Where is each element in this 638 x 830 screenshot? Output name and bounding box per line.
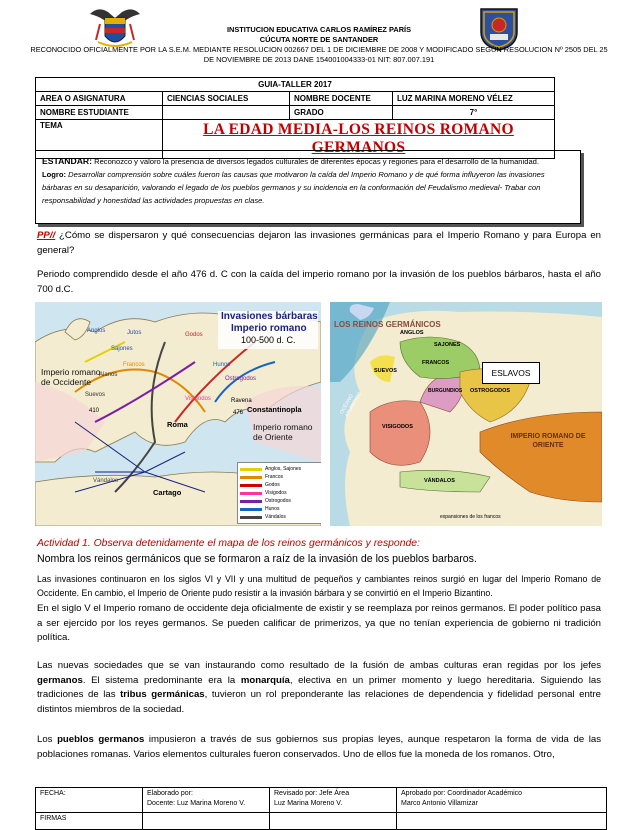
body-paragraph-2: En el siglo V el Imperio romano de occidente deja oficialmente de existir y se reemplaza por reinos germanos. El poder político pasa a ser ejercido por los reyes germanos. Se pueden calificar de primerizos, ya que no tenían experiencia de gobierno ni tradición política. [37,603,601,643]
map1-people-godos: Godos [185,332,203,338]
student-label: NOMBRE ESTUDIANTE [36,106,163,120]
guide-info-table [35,77,555,159]
institution-city: CÚCUTA NORTE DE SANTANDER [259,35,379,44]
map2-title: LOS REINOS GERMÁNICOS [334,320,441,329]
monarquia-term: monarquía [240,674,290,686]
institution-dane: DE NOVIEMBRE DE 2013 DANE 154001004333-01 NIT: 807.007.191 [203,55,435,64]
map1-legend-item: Anglos, Sajones [240,465,320,473]
map2-region-anglos: ANGLOS [400,330,424,336]
standard-box [35,150,581,224]
map1-legend-item: Ostrogodos [240,497,320,505]
germanos-term: germanos [37,674,83,686]
map2-ocean-label: OCÉANO ATLÁNTICO [338,391,364,419]
activity-title: Actividad 1. Observa detenidamente el mapa de los reinos germánicos y responde: [37,538,420,549]
approved-by-cell [397,788,607,813]
approved-by-value: Marco Antonio Villamizar [401,800,478,807]
map2-region-visigodos: VISIGODOS [382,424,413,430]
map2-region-vandalos: VÁNDALOS [424,478,455,484]
map1-people-francos: Francos [123,362,145,368]
approved-by-label: Aprobado por: Coordinador Académico [401,790,523,797]
map1-subtitle: Imperio romano [231,323,307,334]
date-label: FECHA: [36,788,143,813]
map1-people-ostrogodos: Ostrogodos [225,376,257,382]
period-text: Periodo comprendido desde el año 476 d. C con la caída del imperio romano por la invasión de los pueblos bárbaros, hasta el año 700 d.C. [37,269,601,295]
pueblos-germanos-term: pueblos germanos [57,734,145,745]
map1-legend [237,462,321,524]
map1-city-ravenna: Ravena [231,398,252,404]
map1-legend-item: Godos [240,481,320,489]
signature-field[interactable] [143,813,270,830]
body-paragraph-3: Las nuevas sociedades que se van instaurando como resultado de la fusión de ambas culturas eran regidas por los jefes germanos. El sistema predominante era la monarquía, electiva en un primer momento y luego hereditaria. Siguiendo las tradiciones de las tribus germánicas, tuvieron un rol preponderante las relaciones de dependencia y fidelidad personal entre distintos miembros de la sociedad. [37,660,601,715]
map1-legend-item: Hunos [240,505,320,513]
grade-label: GRADO [290,106,393,120]
reviewed-by-label: Revisado por: Jefe Área [274,790,350,797]
theme-title: LA EDAD MEDIA-LOS REINOS ROMANO GERMANOS [163,120,555,159]
question-tag: PP// [37,230,56,241]
theme-label: TEMA [36,120,163,159]
map1-city-carthage: Cartago [153,488,182,497]
germanic-kingdoms-map [330,302,602,526]
barbarian-invasions-map [35,302,321,526]
student-name-field[interactable] [163,106,290,120]
institution-recognition: RECONOCIDO OFICIALMENTE POR LA S.E.M. MEDIANTE RESOLUCION 002667 DEL 1 DE DICIEMBRE DE 2008 Y MODIFICADO SEGÚN RESOLUCION Nº 2505 DEL 25 [30,45,608,54]
teacher-value: LUZ MARINA MORENO VÉLEZ [393,92,555,106]
map1-people-jutos: Jutos [127,330,142,336]
map1-east-label: Imperio romano de Oriente [253,422,313,442]
map1-city-rome: Roma [167,420,188,429]
map2-region-suevos: SUEVOS [374,368,397,374]
map1-people-anglos: Anglos [87,328,106,334]
map1-year-476: 476 [233,410,244,416]
tribus-germanicas-term: tribus germánicas [120,689,205,700]
area-label: AREA O ASIGNATURA [36,92,163,106]
map1-people-alanos: Alanos [99,372,118,378]
guiding-question [37,229,601,258]
map1-people-visigodos: Visigodos [185,396,211,402]
map2-region-ostrogodos: OSTROGODOS [470,388,511,394]
map1-legend-item: Francos [240,473,320,481]
goal-text: Desarrollar comprensión sobre cuáles fueron las causas que motivaron la caída del Imperio Romano y de qué forma influyeron las invasiones bárbaras en su desaparición, valorando el legado de los pueblos germanos y su incidencia en la conformación del Feudalismo medieval- Trabar con responsabilidad y honestidad las actividades propuestas en clase. [42,170,545,205]
map2-region-eastern-empire: IMPERIO ROMANO DE ORIENTE [510,433,586,449]
map1-year-410: 410 [89,408,100,414]
map2-region-francos: FRANCOS [422,360,450,366]
map1-people-hunos: Hunos [213,362,231,368]
signature-field[interactable] [397,813,607,830]
map2-region-burgundios: BURGUNDIOS [428,388,463,394]
map1-people-vandalos: Vándalos [93,478,119,484]
activity-prompt: Nombra los reinos germánicos que se formaron a raíz de la invasión de los pueblos barbaros. [37,553,477,565]
guide-title: GUIA-TALLER 2017 [36,78,555,92]
signatures-label: FIRMAS [36,813,143,830]
map1-people-suevos: Suevos [85,392,106,398]
map1-legend-item: Visigodos [240,489,320,497]
map1-people-sajones: Sajones [111,346,133,352]
teacher-label: NOMBRE DOCENTE [290,92,393,106]
map1-west-label: Imperio romano de Occidente [41,367,101,387]
reviewed-by-cell [270,788,397,813]
standard-text: Reconozco y valoro la presencia de diversos legados culturales de diferentes épocas y regiones para el desarrollo de la humanidad. [91,157,539,166]
institution-name: INSTITUCION EDUCATIVA CARLOS RAMÍREZ PARÍS [226,25,412,34]
map1-city-constantinople: Constantinopla [247,405,302,414]
body-paragraph-4: Los pueblos germanos impusieron a través de sus gobiernos sus propias leyes, aunque respetaron la forma de vida de las poblaciones romanas. Varios elementos culturales fueron conservados. Uno de ellos fue la moneda de los romanos. Otro, [37,734,602,760]
standard-label: ESTANDAR: [42,156,92,166]
map2-slavs-box: ESLAVOS [482,362,540,384]
area-value: CIENCIAS SOCIALES [163,92,290,106]
map2-legend: expansiones de los francos [440,514,501,520]
reviewed-by-value: Luz Marina Moreno V. [274,800,343,807]
map1-legend-item: Vándalos [240,513,320,521]
question-text: ¿Cómo se dispersaron y qué consecuencias dejaron las invasiones germánicas para el Imperio Romano y para Europa en general? [37,230,601,256]
grade-value: 7° [393,106,555,120]
body-paragraph-1: Las invasiones continuaron en los siglos VI y VII y una multitud de pequeños y cambiantes reinos surgió en lugar del Imperio Romano de Occidente. En cambio, el Imperio de Oriente pudo resistir a la invasión bárbara y se convirtió en el Imperio Bizantino. [37,574,601,598]
made-by-label: Elaborado por: [147,790,193,797]
approval-table [35,787,607,830]
map2-region-sajones: SAJONES [434,342,461,348]
map1-title: Invasiones bárbaras [221,311,318,322]
made-by-value: Docente: Luz Marina Moreno V. [147,800,246,807]
made-by-cell [143,788,270,813]
signature-field[interactable] [270,813,397,830]
map1-dates: 100-500 d. C. [241,335,296,345]
goal-label: Logro: [42,170,67,179]
